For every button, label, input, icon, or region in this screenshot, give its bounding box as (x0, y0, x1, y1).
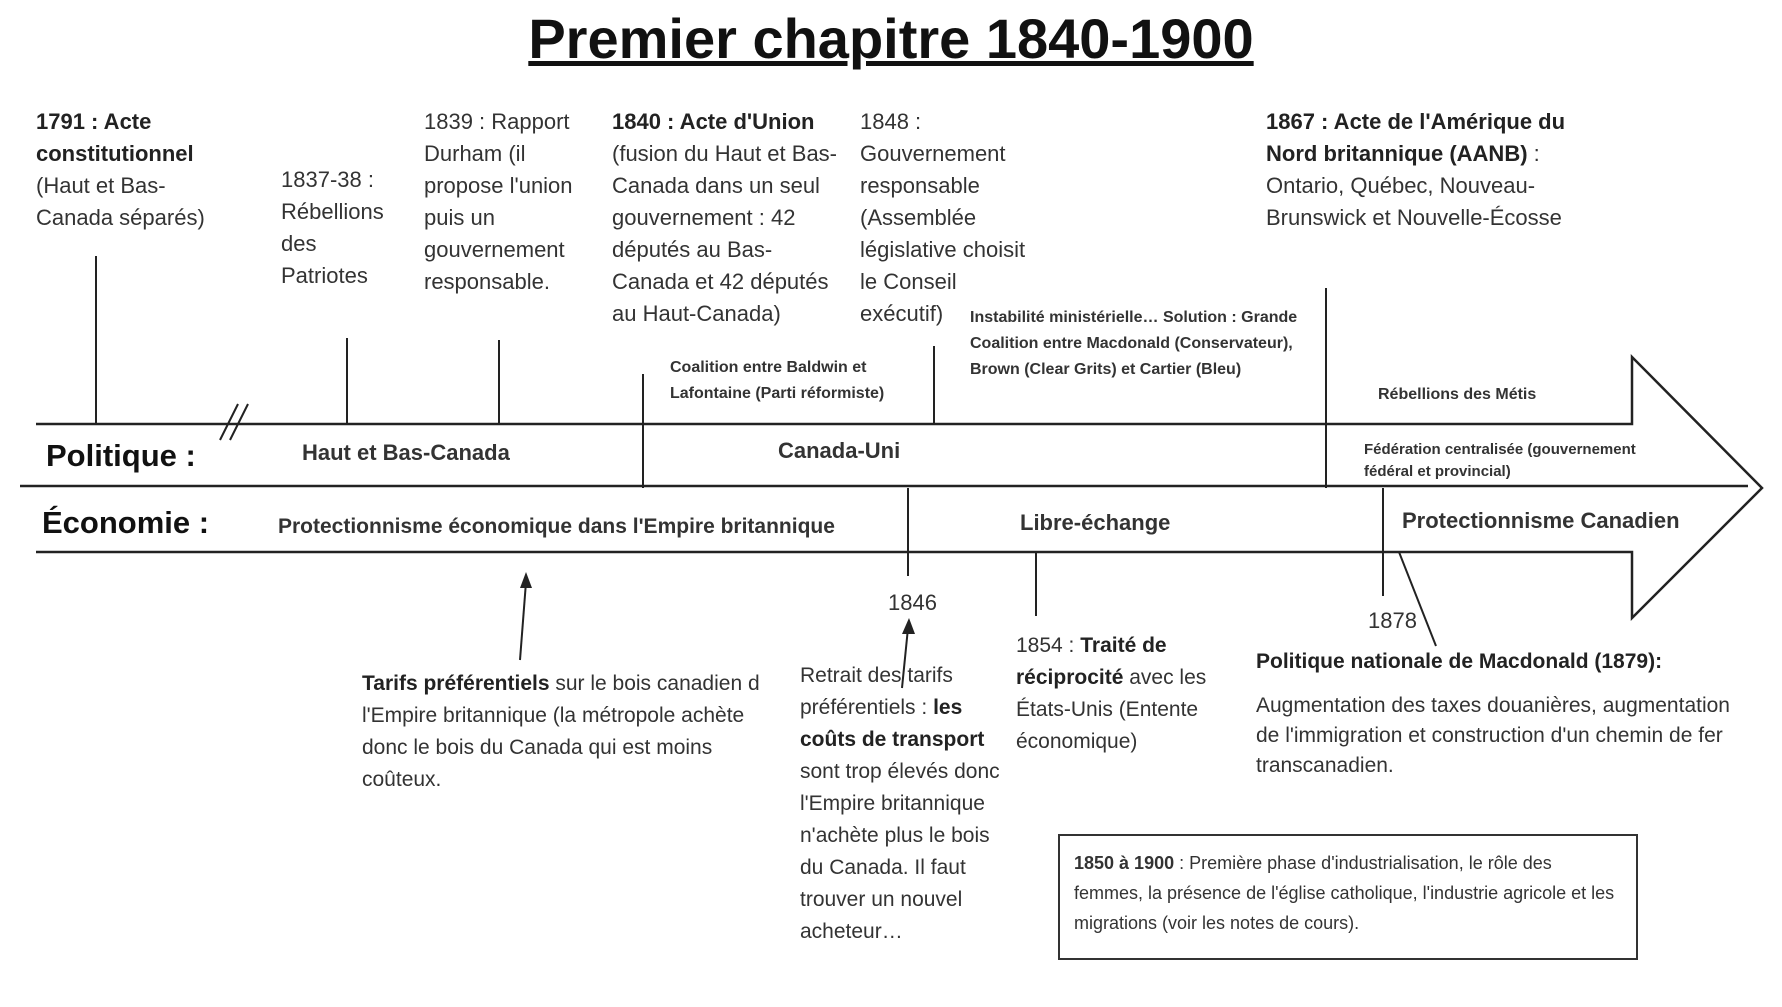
note-politique-nationale-detail: Augmentation des taxes douanières, augmentation de l'immigration et construction d'un chemin de fer transcanadien. (1256, 694, 1730, 777)
note-metis: Rébellions des Métis (1378, 386, 1537, 403)
band-canada-uni: Canada-Uni (778, 438, 901, 463)
note-retrait-detail: sont trop élevés donc l'Empire britannique n'achète plus le bois du Canada. Il faut trouver un nouvel acheteur… (800, 760, 1000, 943)
event-1867-detail: : Ontario, Québec, Nouveau-Brunswick et Nouvelle-Écosse (1266, 141, 1562, 230)
break-mark (220, 404, 238, 440)
band-haut-bas-canada: Haut et Bas-Canada (302, 440, 510, 465)
note-traite (1016, 630, 1226, 758)
event-1867 (1266, 106, 1566, 234)
event-1840-detail: (fusion du Haut et Bas-Canada dans un seul gouvernement : 42 députés au Bas-Canada et 42 députés au Haut-Canada) (612, 141, 838, 326)
arrowhead-tarifs (520, 572, 532, 588)
page-title: Premier chapitre 1840-1900 (528, 7, 1254, 70)
year-1878: 1878 (1368, 608, 1417, 633)
note-traite-detail: avec les États-Unis (Entente économique) (1016, 666, 1207, 753)
note-politique-nationale (1256, 647, 1746, 781)
row-label-economie: Économie : (42, 505, 210, 540)
band-libre-echange: Libre-échange (1020, 510, 1171, 535)
year-1846: 1846 (888, 590, 937, 615)
note-politique-nationale-title: Politique nationale de Macdonald (1879): (1256, 650, 1663, 673)
note-federation: Fédération centralisée (gouvernement fédéral et provincial) (1364, 441, 1636, 480)
note-tarifs-detail: sur le bois canadien d l'Empire britannique (la métropole achète donc le bois du Canada qui est moins coûteux. (362, 672, 760, 791)
row-label-politique: Politique : (46, 438, 196, 473)
event-1837: 1837-38 : Rébellions des Patriotes (281, 167, 384, 288)
band-protectionnisme-empire: Protectionnisme économique dans l'Empire britannique (278, 515, 835, 538)
event-1839: 1839 : Rapport Durham (il propose l'union puis un gouvernement responsable. (424, 109, 573, 294)
industrialisation-box (1058, 834, 1638, 960)
industrialisation-detail: : Première phase d'industrialisation, le rôle des femmes, la présence de l'église catholique, l'industrie agricole et les migrations (voir les notes de cours). (1074, 853, 1615, 933)
note-retrait (800, 660, 1018, 948)
note-retrait-emphasis: les coûts de transport (800, 696, 985, 751)
note-tarifs (362, 668, 782, 796)
band-protectionnisme-canadien: Protectionnisme Canadien (1402, 508, 1680, 533)
arrowhead-retrait (902, 618, 915, 634)
event-1791 (36, 106, 236, 234)
event-1840 (612, 106, 848, 330)
industrialisation-title: 1850 à 1900 (1074, 853, 1175, 873)
arrow-tarifs (520, 582, 526, 660)
note-instabilite: Instabilité ministérielle… Solution : Grande Coalition entre Macdonald (Conservateur), Brown (Clear Grits) et Cartier (Bleu) (970, 309, 1298, 378)
note-coalition: Coalition entre Baldwin et Lafontaine (Parti réformiste) (670, 359, 885, 402)
break-mark (230, 404, 248, 440)
event-1848: 1848 : Gouvernement responsable (Assemblée législative choisit le Conseil exécutif) (860, 109, 1026, 326)
note-traite-year: 1854 : (1016, 634, 1081, 657)
note-tarifs-title: Tarifs préférentiels (362, 672, 550, 695)
event-1867-title: 1867 : Acte de l'Amérique du Nord britannique (AANB) (1266, 109, 1566, 166)
event-1840-title: 1840 : Acte d'Union (612, 109, 815, 134)
event-1791-detail: (Haut et Bas-Canada séparés) (36, 173, 205, 230)
note-retrait-intro: Retrait des tarifs préférentiels : (800, 664, 953, 719)
event-1791-title: 1791 : Acte constitutionnel (36, 109, 194, 166)
note-traite-title: Traité de réciprocité (1016, 634, 1167, 689)
